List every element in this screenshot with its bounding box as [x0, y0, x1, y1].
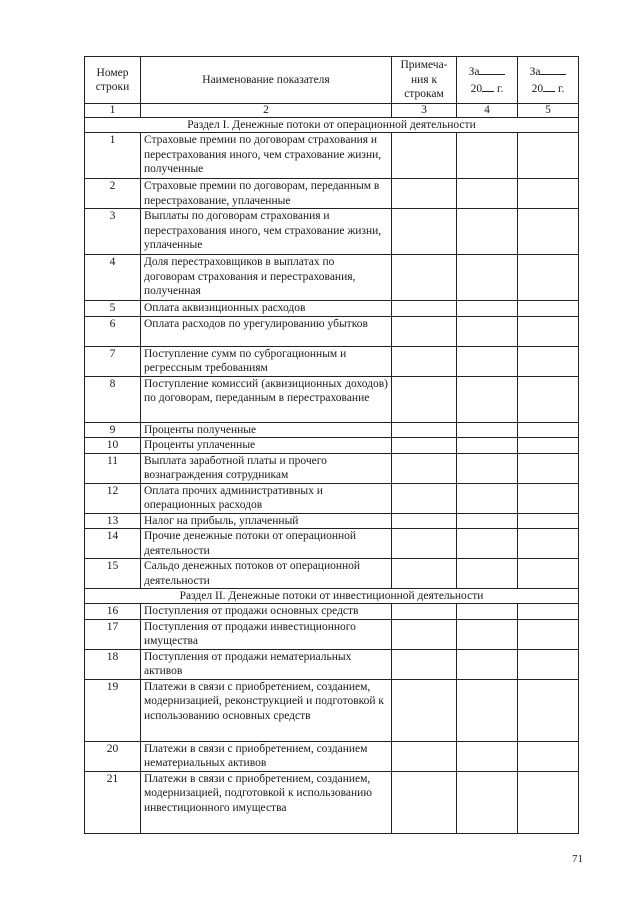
header-indicator-name: Наименование показателя — [141, 57, 392, 104]
note-cell[interactable] — [392, 346, 457, 376]
value-cell[interactable] — [518, 771, 579, 833]
table-row — [85, 619, 579, 649]
indicator-name: Платежи в связи с приобретением, созданием, модернизацией, реконструкцией и подготовкой к использованию основных средств — [141, 679, 392, 741]
row-number: 1 — [85, 133, 141, 179]
note-cell[interactable] — [392, 422, 457, 438]
row-number: 5 — [85, 301, 141, 317]
table-row — [85, 559, 579, 589]
value-cell[interactable] — [518, 483, 579, 513]
period-a-year-prefix: 20 — [470, 83, 483, 95]
note-cell[interactable] — [392, 316, 457, 346]
table-row — [85, 649, 579, 679]
column-number: 2 — [141, 104, 392, 118]
value-cell[interactable] — [457, 741, 518, 771]
row-number: 10 — [85, 438, 141, 454]
table-row — [85, 376, 579, 422]
row-number: 20 — [85, 741, 141, 771]
value-cell[interactable] — [457, 513, 518, 529]
value-cell[interactable] — [457, 346, 518, 376]
row-number: 11 — [85, 453, 141, 483]
header-row-number: Номер строки — [85, 57, 141, 104]
indicator-name: Поступления от продажи инвестиционного имущества — [141, 619, 392, 649]
row-number: 6 — [85, 316, 141, 346]
indicator-name: Поступления от продажи нематериальных активов — [141, 649, 392, 679]
note-cell[interactable] — [392, 133, 457, 179]
indicator-name: Налог на прибыль, уплаченный — [141, 513, 392, 529]
indicator-name: Поступление комиссий (аквизиционных доходов) по договорам, переданным в перестрахование — [141, 376, 392, 422]
column-number: 3 — [392, 104, 457, 118]
table-row — [85, 255, 579, 301]
value-cell[interactable] — [457, 301, 518, 317]
indicator-name: Сальдо денежных потоков от операционной деятельности — [141, 559, 392, 589]
row-number: 16 — [85, 604, 141, 620]
table-row — [85, 679, 579, 741]
note-cell[interactable] — [392, 513, 457, 529]
value-cell[interactable] — [518, 619, 579, 649]
period-b-blank — [540, 63, 566, 75]
table-row — [85, 771, 579, 833]
row-number: 14 — [85, 529, 141, 559]
header-period-b — [518, 57, 579, 104]
row-number: 17 — [85, 619, 141, 649]
table-row — [85, 209, 579, 255]
note-cell[interactable] — [392, 529, 457, 559]
value-cell[interactable] — [457, 679, 518, 741]
value-cell[interactable] — [518, 346, 579, 376]
value-cell[interactable] — [518, 559, 579, 589]
section-1-title: Раздел I. Денежные потоки от операционной деятельности — [85, 118, 579, 133]
value-cell[interactable] — [457, 376, 518, 422]
value-cell[interactable] — [457, 438, 518, 454]
value-cell[interactable] — [457, 133, 518, 179]
period-a-year-blank — [482, 80, 494, 92]
header-period-a — [457, 57, 518, 104]
value-cell[interactable] — [457, 604, 518, 620]
table-row — [85, 741, 579, 771]
value-cell[interactable] — [518, 179, 579, 209]
value-cell[interactable] — [518, 209, 579, 255]
cash-flow-table — [84, 56, 579, 834]
note-cell[interactable] — [392, 376, 457, 422]
row-number: 21 — [85, 771, 141, 833]
column-number: 4 — [457, 104, 518, 118]
note-cell[interactable] — [392, 483, 457, 513]
period-a-year-suffix: г. — [497, 83, 504, 95]
indicator-name: Проценты уплаченные — [141, 438, 392, 454]
indicator-name: Оплата прочих административных и операционных расходов — [141, 483, 392, 513]
row-number: 2 — [85, 179, 141, 209]
note-cell[interactable] — [392, 179, 457, 209]
row-number: 15 — [85, 559, 141, 589]
row-number: 9 — [85, 422, 141, 438]
column-number: 5 — [518, 104, 579, 118]
indicator-name: Прочие денежные потоки от операционной деятельности — [141, 529, 392, 559]
value-cell[interactable] — [518, 422, 579, 438]
indicator-name: Поступления от продажи основных средств — [141, 604, 392, 620]
note-cell[interactable] — [392, 209, 457, 255]
section-2 — [85, 589, 579, 834]
period-a-blank — [479, 63, 505, 75]
page-number: 71 — [572, 853, 583, 865]
indicator-name: Платежи в связи с приобретением, созданием, модернизацией, подготовкой к использованию инвестиционного имущества — [141, 771, 392, 833]
period-a-label: За — [468, 66, 480, 78]
table-row — [85, 513, 579, 529]
row-number: 7 — [85, 346, 141, 376]
note-cell[interactable] — [392, 438, 457, 454]
value-cell[interactable] — [518, 376, 579, 422]
section-1 — [85, 118, 579, 589]
period-b-year-prefix: 20 — [531, 83, 544, 95]
period-b-year-blank — [543, 80, 555, 92]
indicator-name: Оплата аквизиционных расходов — [141, 301, 392, 317]
note-cell[interactable] — [392, 604, 457, 620]
row-number: 12 — [85, 483, 141, 513]
indicator-name: Выплата заработной платы и прочего вознаграждения сотрудникам — [141, 453, 392, 483]
note-cell[interactable] — [392, 255, 457, 301]
indicator-name: Страховые премии по договорам, переданным в перестрахование, уплаченные — [141, 179, 392, 209]
table-row — [85, 483, 579, 513]
value-cell[interactable] — [518, 741, 579, 771]
value-cell[interactable] — [518, 133, 579, 179]
note-cell[interactable] — [392, 453, 457, 483]
note-cell[interactable] — [392, 619, 457, 649]
note-cell[interactable] — [392, 301, 457, 317]
column-number: 1 — [85, 104, 141, 118]
value-cell[interactable] — [457, 529, 518, 559]
table-row — [85, 346, 579, 376]
indicator-name: Проценты полученные — [141, 422, 392, 438]
value-cell[interactable] — [457, 453, 518, 483]
value-cell[interactable] — [518, 301, 579, 317]
table-row — [85, 422, 579, 438]
table-row — [85, 301, 579, 317]
table-row — [85, 529, 579, 559]
period-b-label: За — [529, 66, 541, 78]
row-number: 19 — [85, 679, 141, 741]
table-row — [85, 133, 579, 179]
period-b-year-suffix: г. — [558, 83, 565, 95]
value-cell[interactable] — [518, 529, 579, 559]
value-cell[interactable] — [457, 209, 518, 255]
value-cell[interactable] — [518, 453, 579, 483]
indicator-name: Выплаты по договорам страхования и перестрахования иного, чем страхование жизни, уплаченные — [141, 209, 392, 255]
row-number: 8 — [85, 376, 141, 422]
value-cell[interactable] — [518, 604, 579, 620]
row-number: 18 — [85, 649, 141, 679]
table-row — [85, 438, 579, 454]
value-cell[interactable] — [518, 255, 579, 301]
value-cell[interactable] — [457, 179, 518, 209]
value-cell[interactable] — [518, 679, 579, 741]
table-row — [85, 453, 579, 483]
indicator-name: Платежи в связи с приобретением, созданием нематериальных активов — [141, 741, 392, 771]
value-cell[interactable] — [457, 559, 518, 589]
value-cell[interactable] — [457, 649, 518, 679]
row-number: 3 — [85, 209, 141, 255]
note-cell[interactable] — [392, 649, 457, 679]
indicator-name: Доля перестраховщиков в выплатах по договорам страхования и перестрахования, полученная — [141, 255, 392, 301]
value-cell[interactable] — [457, 316, 518, 346]
note-cell[interactable] — [392, 771, 457, 833]
indicator-name: Оплата расходов по урегулированию убытков — [141, 316, 392, 346]
section-2-title: Раздел II. Денежные потоки от инвестиционной деятельности — [85, 589, 579, 604]
value-cell[interactable] — [457, 771, 518, 833]
note-cell[interactable] — [392, 679, 457, 741]
header-notes: Примеча-ния к строкам — [392, 57, 457, 104]
value-cell[interactable] — [518, 316, 579, 346]
table-row — [85, 604, 579, 620]
note-cell[interactable] — [392, 741, 457, 771]
value-cell[interactable] — [457, 422, 518, 438]
value-cell[interactable] — [518, 438, 579, 454]
table-row — [85, 316, 579, 346]
value-cell[interactable] — [457, 619, 518, 649]
row-number: 4 — [85, 255, 141, 301]
value-cell[interactable] — [457, 255, 518, 301]
row-number: 13 — [85, 513, 141, 529]
indicator-name: Поступление сумм по суброгационным и регрессным требованиям — [141, 346, 392, 376]
column-numbers-row — [85, 104, 579, 118]
indicator-name: Страховые премии по договорам страхования и перестрахования иного, чем страхование жизни, полученные — [141, 133, 392, 179]
note-cell[interactable] — [392, 559, 457, 589]
value-cell[interactable] — [457, 483, 518, 513]
value-cell[interactable] — [518, 649, 579, 679]
table-row — [85, 179, 579, 209]
value-cell[interactable] — [518, 513, 579, 529]
